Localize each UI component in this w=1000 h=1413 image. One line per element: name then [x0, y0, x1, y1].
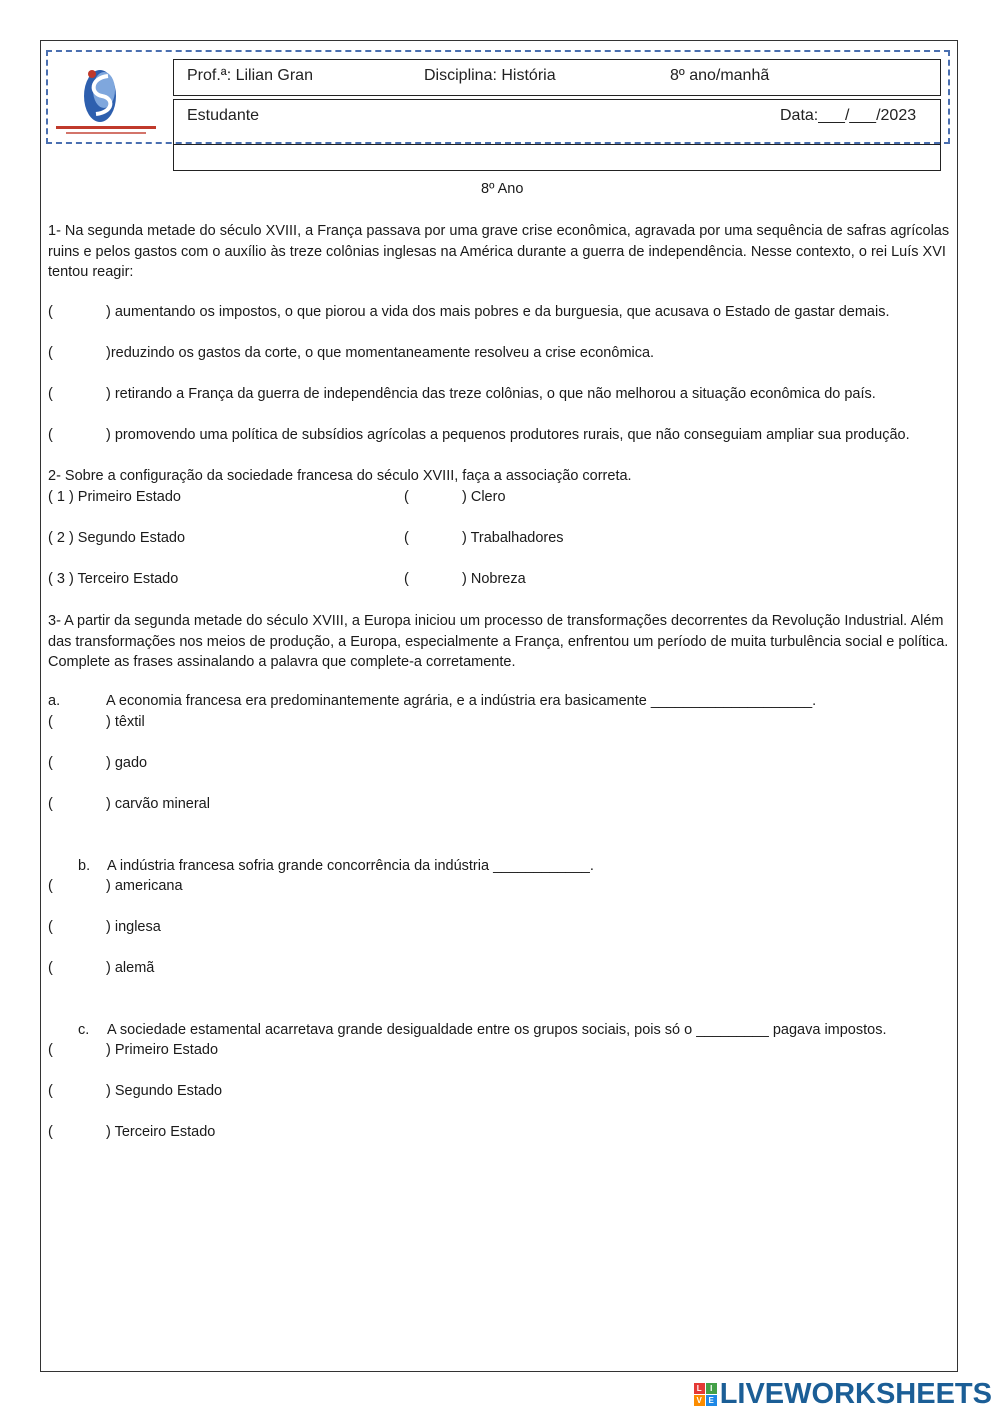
q3c-paren-3: ( — [48, 1124, 53, 1140]
q2-right-3: ) Nobreza — [462, 571, 526, 587]
discipline-label: Disciplina: História — [424, 67, 556, 84]
q3b-paren-3: ( — [48, 960, 53, 976]
icon-letter-i: I — [706, 1383, 717, 1394]
q3c-option-3: ) Terceiro Estado — [106, 1124, 216, 1140]
q2-prompt: 2- Sobre a configuração da sociedade francesa do século XVIII, faça a associação correta. — [48, 468, 632, 484]
q3c-option-2: ) Segundo Estado — [106, 1083, 223, 1099]
q3b-option-3: ) alemã — [106, 960, 155, 976]
q1-option-3: ) retirando a França da guerra de independência das treze colônias, o que não melhorou a situação econômica do país. — [106, 386, 876, 402]
q3c-option-1: ) Primeiro Estado — [106, 1042, 219, 1058]
icon-letter-v: V — [694, 1395, 705, 1406]
q3a-paren-3: ( — [48, 796, 53, 812]
liveworksheets-brand — [694, 1378, 992, 1410]
q1-paren-2: ( — [48, 345, 53, 361]
page-subtitle: 8º Ano — [481, 181, 524, 197]
q3c-paren-1: ( — [48, 1042, 53, 1058]
q2-right-1: ) Clero — [462, 489, 506, 505]
q3a-paren-1: ( — [48, 714, 53, 730]
q2-paren-1: ( — [404, 489, 409, 505]
q3b-paren-2: ( — [48, 919, 53, 935]
q3b-paren-1: ( — [48, 878, 53, 894]
q2-left-3: ( 3 ) Terceiro Estado — [48, 571, 179, 587]
q1-paren-3: ( — [48, 386, 53, 402]
q1-option-2: )reduzindo os gastos da corte, o que momentaneamente resolveu a crise econômica. — [106, 345, 655, 361]
q1-option-4: ) promovendo uma política de subsídios agrícolas a pequenos produtores rurais, que não conseguiam ampliar sua produção. — [106, 427, 910, 443]
q1-paren-1: ( — [48, 304, 53, 320]
q3b-marker: b. — [78, 858, 91, 874]
grade-label: 8º ano/manhã — [670, 67, 770, 84]
q1-paren-4: ( — [48, 427, 53, 443]
q3a-paren-2: ( — [48, 755, 53, 771]
q3b-option-2: ) inglesa — [106, 919, 161, 935]
q2-paren-3: ( — [404, 571, 409, 587]
q3-prompt: 3- A partir da segunda metade do século XVIII, a Europa iniciou um processo de transformações decorrentes da Revolução Industrial. Além das transformações nos meios de produção, a Europa, especialmente a França, enfrentou um período de muita turbulência social e política. Complete as frases assinalando a palavra que complete-a corretamente. — [48, 613, 949, 670]
q1-prompt: 1- Na segunda metade do século XVIII, a França passava por uma grave crise econômica, agravada por uma sequência de safras agrícolas ruins e pelos gastos com o auxílio às treze colônias inglesas na América durante a guerra de independência. Nesse contexto, o rei Luís XVI tentou reagir: — [48, 223, 950, 280]
q3a-text: A economia francesa era predominantemente agrária, e a indústria era basicamente ____________________. — [106, 693, 817, 709]
q3a-marker: a. — [48, 693, 61, 709]
q3b-text: A indústria francesa sofria grande concorrência da indústria ____________. — [107, 858, 594, 874]
q3a-option-1: ) têxtil — [106, 714, 145, 730]
q3c-paren-2: ( — [48, 1083, 53, 1099]
icon-letter-e: E — [706, 1395, 717, 1406]
date-field: Data:___/___/2023 — [780, 107, 917, 124]
q2-left-1: ( 1 ) Primeiro Estado — [48, 489, 181, 505]
q3c-marker: c. — [78, 1022, 90, 1038]
q3a-option-2: ) gado — [106, 755, 148, 771]
q2-paren-2: ( — [404, 530, 409, 546]
q1-option-1: ) aumentando os impostos, o que piorou a vida dos mais pobres e da burguesia, que acusava o Estado de gastar demais. — [106, 304, 890, 320]
school-logo — [52, 62, 162, 140]
q3a-option-3: ) carvão mineral — [106, 796, 210, 812]
header-divider — [173, 144, 941, 145]
brand-text: LIVEWORKSHEETS — [719, 1377, 992, 1410]
student-label: Estudante — [187, 107, 260, 124]
q3c-text: A sociedade estamental acarretava grande desigualdade entre os grupos sociais, pois só o _________ pagava impostos. — [107, 1022, 887, 1038]
teacher-name: Prof.ª: Lilian Gran — [187, 67, 313, 84]
q2-right-2: ) Trabalhadores — [462, 530, 564, 546]
q3b-option-1: ) americana — [106, 878, 183, 894]
liveworksheets-icon — [694, 1383, 717, 1406]
q2-left-2: ( 2 ) Segundo Estado — [48, 530, 186, 546]
icon-letter-l: L — [694, 1383, 705, 1394]
